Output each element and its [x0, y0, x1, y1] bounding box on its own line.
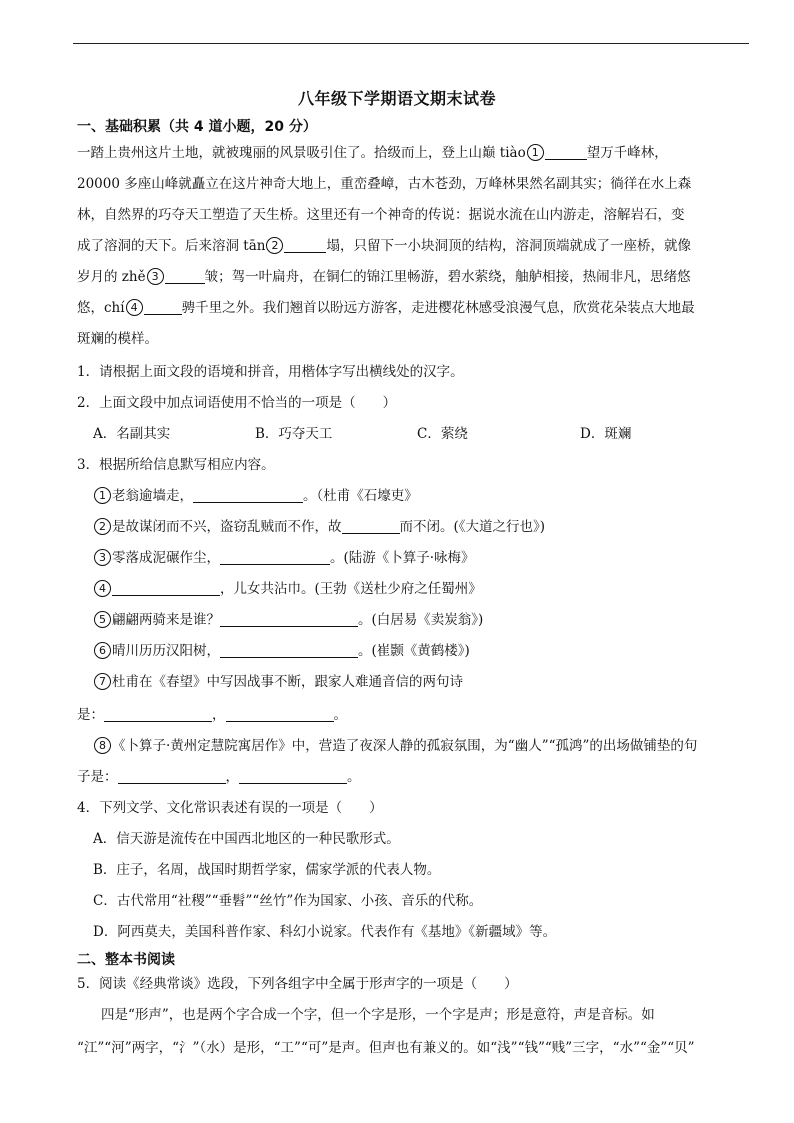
question-2-options	[93, 424, 631, 444]
option-c[interactable]: C．萦绕	[417, 426, 468, 442]
option-a[interactable]: A．名副其实	[93, 426, 171, 442]
option-a[interactable]: A．信天游是流传在中国西北地区的一种民歌形式。	[93, 831, 400, 847]
option-c[interactable]: C．古代常用“社稷”“垂髫”“丝竹”作为国家、小孩、音乐的代称。	[93, 893, 483, 909]
passage-line-2: 20000 多座山峰就矗立在这片神奇大地上，重峦叠嶂，古木苍劲，万峰林果然名副其实；徜徉在水上森	[77, 176, 692, 192]
section1-heading: 一、基础积累（共 4 道小题，20 分）	[77, 119, 317, 135]
recite-item-5: 5 翩翩两骑来是谁？ 。(白居易《卖炭翁》)	[93, 610, 483, 630]
section2-heading: 二、整本书阅读	[77, 952, 175, 968]
circled-number-3: 3	[147, 268, 164, 285]
answer-blank[interactable]	[193, 488, 303, 503]
circled-number-6: 6	[94, 642, 111, 659]
answer-blank[interactable]	[118, 769, 226, 784]
recite-item-6: 6 晴川历历汉阳树， 。(崔颢《黄鹤楼》)	[93, 641, 470, 661]
passage-line-4: 成了溶洞的天下。后来溶洞 tān 2 塌，只留下一小块洞顶的结构，溶洞顶端就成了一座桥，就像	[77, 238, 691, 254]
blank-3[interactable]	[165, 269, 205, 284]
circled-number-4: 4	[94, 580, 111, 597]
option-d[interactable]: D．阿西莫夫，美国科普作家、科幻小说家。代表作有《基地》《新疆域》等。	[93, 924, 557, 940]
question-2-stem: 2．上面文段中加点词语使用不恰当的一项是（ ）	[77, 395, 397, 411]
recite-item-2: 2 是故谋闭而不兴，盗窃乱贼而不作，故 而不闭。(《大道之行也》)	[93, 517, 545, 537]
answer-blank[interactable]	[342, 519, 400, 534]
circled-number-8: 8	[94, 737, 111, 754]
circled-number-4: 4	[126, 299, 143, 316]
passage-line-3: 林，自然界的巧夺天工塑造了天生桥。这里还有一个神奇的传说：据说水流在山内游走，溶解岩石，变	[77, 207, 685, 223]
blank-1[interactable]	[545, 145, 587, 160]
option-b[interactable]: B．巧夺天工	[255, 426, 333, 442]
answer-blank[interactable]	[220, 550, 330, 565]
excerpt-line-1: 四是“形声”，也是两个字合成一个字，但一个字是形，一个字是声；形是意符，声是音标。如	[101, 1007, 655, 1023]
question-4-stem: 4．下列文学、文化常识表述有误的一项是（ ）	[77, 800, 383, 816]
option-d[interactable]: D．斑斓	[580, 426, 632, 442]
blank-2[interactable]	[284, 238, 326, 253]
blank-4[interactable]	[144, 300, 182, 315]
passage-line-1: 一踏上贵州这片土地，就被瑰丽的风景吸引住了。拾级而上，登上山巅 tiào 1 望万千峰林，	[77, 145, 668, 161]
recite-item-8-continued: 子是： ， 。	[77, 769, 361, 785]
circled-number-7: 7	[94, 673, 111, 690]
recite-item-3: 3 零落成泥碾作尘， 。(陆游《卜算子·咏梅》	[93, 548, 475, 568]
excerpt-line-2: “江”“河”两字，“氵”（水）是形，“工”“可”是声。但声也有兼义的。如“浅”“钱”“贱”三字，“水”“金”“贝”	[77, 1040, 695, 1056]
answer-blank[interactable]	[239, 769, 347, 784]
question-3-stem: 3．根据所给信息默写相应内容。	[77, 457, 275, 473]
passage-line-6: 悠，chí 4 骋千里之外。我们翘首以盼远方游客，走进樱花林感受浪漫气息，欣赏花朵装点大地最	[77, 300, 695, 316]
answer-blank[interactable]	[104, 707, 212, 722]
circled-number-1: 1	[94, 487, 111, 504]
circled-number-5: 5	[94, 611, 111, 628]
circled-number-1: 1	[527, 144, 544, 161]
answer-blank[interactable]	[220, 643, 358, 658]
question-5-stem: 5．阅读《经典常谈》选段，下列各组字中全属于形声字的一项是（ ）	[77, 976, 518, 992]
question-1: 1．请根据上面文段的语境和拼音，用楷体字写出横线处的汉字。	[77, 364, 464, 380]
circled-number-2: 2	[94, 518, 111, 535]
recite-item-7-continued: 是： ， 。	[77, 707, 347, 723]
answer-blank[interactable]	[112, 581, 220, 596]
answer-blank[interactable]	[226, 707, 334, 722]
header-rule	[73, 43, 749, 44]
recite-item-1: 1 老翁逾墙走， 。（杜甫《石壕吏》	[93, 486, 418, 506]
circled-number-3: 3	[94, 549, 111, 566]
recite-item-8: 8 《卜算子·黄州定慧院寓居作》中，营造了夜深人静的孤寂氛围，为“幽人”“孤鸿”的出场做铺垫的句	[93, 736, 697, 756]
exam-title: 八年级下学期语文期末试卷	[297, 89, 496, 108]
answer-blank[interactable]	[220, 612, 358, 627]
passage-line-7: 斑斓的模样。	[77, 331, 158, 347]
passage-line-5: 岁月的 zhě 3 皱；驾一叶扁舟，在铜仁的锦江里畅游，碧水萦绕，舳舻相接，热闹非凡，思绪悠	[77, 269, 691, 285]
recite-item-4: 4 ，儿女共沾巾。(王勃《送杜少府之任蜀州》	[93, 579, 482, 599]
recite-item-7: 7 杜甫在《春望》中写因战事不断，跟家人难通音信的两句诗	[93, 672, 463, 692]
circled-number-2: 2	[266, 237, 283, 254]
option-b[interactable]: B．庄子，名周，战国时期哲学家，儒家学派的代表人物。	[93, 862, 441, 878]
